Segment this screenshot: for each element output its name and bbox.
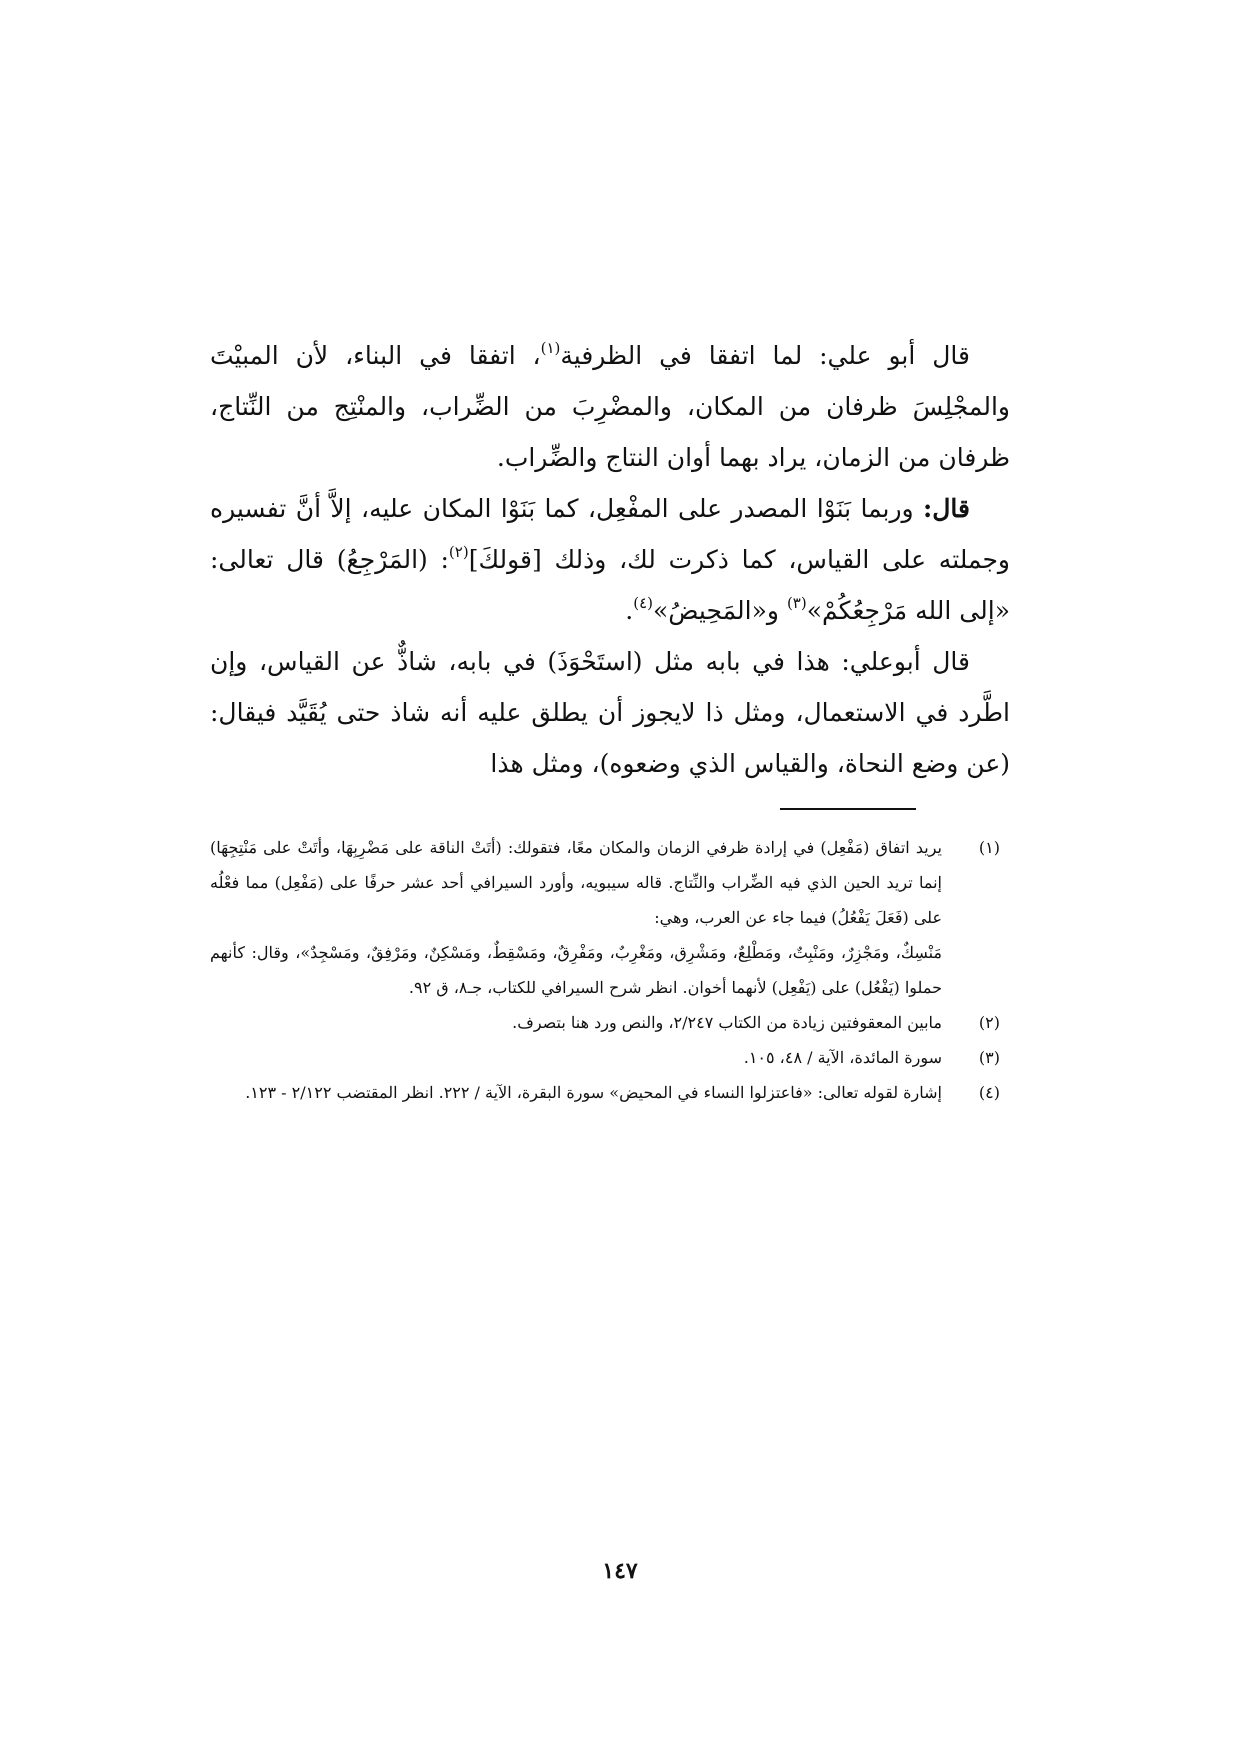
paragraph-text: ، اتفقا في البناء، لأن المبيْتَ والمجْلِسَ ظرفان من المكان، والمضْرِبَ من الضِّراب، والمنْتِج من النِّتاج، ظرفان من الزمان، يراد بهما أوان النتاج والضِّراب.: [210, 341, 1010, 472]
footnote-line: سورة المائدة، الآية / ٤٨، ١٠٥.: [743, 1048, 942, 1067]
footnote-reference: (٢): [448, 543, 469, 561]
footnote-4: [210, 1075, 1000, 1110]
footnote-body: [210, 830, 942, 1005]
footnote-1: [210, 830, 1000, 1005]
paragraph-text: و«المَحِيضُ»: [653, 596, 787, 625]
paragraph-1: [210, 330, 1010, 483]
footnote-reference: (١): [540, 339, 561, 357]
paragraph-lead-word: قال:: [923, 494, 970, 523]
paragraph-text: قال أبوعلي: هذا في بابه مثل (استَحْوَذَ) في بابه، شاذٌّ عن القياس، وإن اطَّرد في الاستعمال، ومثل ذا لايجوز أن يطلق عليه أنه شاذ حتى يُقَيَّد فيقال: (عن وضع النحاة، والقياس الذي وضعوه)، ومثل هذا: [210, 647, 1010, 778]
footnote-reference: (٣): [786, 594, 807, 612]
paragraph-text: وربما بَنَوْا المصدر على المفْعِل، كما بَنَوْا المكان عليه، إلاَّ أنَّ تفسيره وجملته على القياس، كما ذكرت لك، وذلك [قولكَ]: [210, 494, 1010, 574]
paragraph-text: : (المَرْجِعُ) قال تعالى: «إلى الله مَرْجِعُكُمْ»: [210, 545, 1010, 625]
footnotes: [210, 830, 1000, 1110]
footnote-3: [210, 1040, 1000, 1075]
footnote-line: مابين المعقوفتين زيادة من الكتاب ٢/٢٤٧، والنص ورد هنا بتصرف.: [512, 1013, 942, 1032]
footnote-body: [210, 1040, 942, 1075]
footnote-separator: [780, 808, 916, 810]
paragraph-text: قال أبو علي: لما اتفقا في الظرفية: [560, 341, 970, 370]
page-number: ١٤٧: [602, 1558, 638, 1584]
main-text: [210, 330, 1010, 789]
paragraph-text: .: [625, 596, 634, 625]
footnote-body: [210, 1005, 942, 1040]
footnote-2: [210, 1005, 1000, 1040]
footnote-body: [210, 1075, 942, 1110]
footnote-number: (٤): [978, 1083, 1000, 1102]
paragraph-3: [210, 636, 1010, 789]
footnote-line: يريد اتفاق (مَفْعِل) في إرادة ظرفي الزمان والمكان معًا، فتقولك: (أتَتْ الناقة على مَضْرِبِهَا، وأتَتْ على مَنْتِجِهَا) إنما تريد الحين الذي فيه الضِّراب والنِّتاج. قاله سيبويه، وأورد السيرافي أحد عشر حرفًا على (مَفْعِل) مما فعْلُه على (فَعَلَ يَفْعُلُ) فيما جاء عن العرب، وهي:: [210, 838, 942, 927]
footnote-number: (٣): [978, 1048, 1000, 1067]
footnote-line: مَنْسِكٌ، ومَجْزِرٌ، ومَنْبِتٌ، ومَطْلِعٌ، ومَشْرِق، ومَغْرِبٌ، ومَفْرِقٌ، ومَسْقِطٌ، ومَسْكِنٌ، ومَرْفِقٌ، ومَسْجِدٌ»، وقال: كأنهم حملوا (يَفْعُل) على (يَفْعِل) لأنهما أخوان. انظر شرح السيرافي للكتاب، جـ٨، ق ٩٢.: [210, 943, 942, 997]
footnote-number: (١): [978, 838, 1000, 857]
footnote-line: إشارة لقوله تعالى: «فاعتزلوا النساء في المحيض» سورة البقرة، الآية / ٢٢٢. انظر المقتضب ٢/١٢٢ - ١٢٣.: [245, 1083, 942, 1102]
footnote-reference: (٤): [633, 594, 653, 612]
paragraph-2: [210, 483, 1010, 636]
footnote-number: (٢): [978, 1013, 1000, 1032]
